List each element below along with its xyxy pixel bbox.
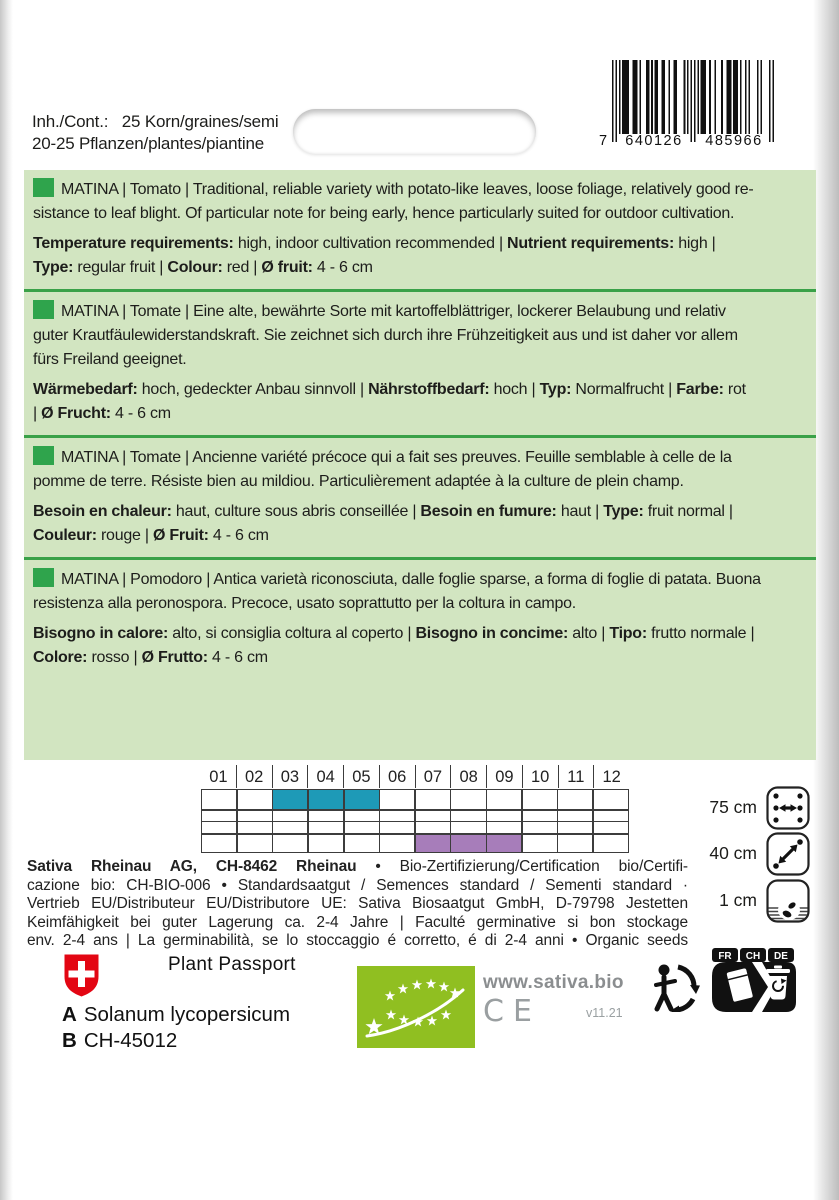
- calendar-cell: [380, 811, 414, 821]
- country-tab-fr: FR: [718, 951, 732, 962]
- packet-left-edge-shadow: [0, 0, 13, 1200]
- text-segment: high |: [674, 235, 716, 252]
- spec-label: Besoin en fumure:: [420, 503, 557, 520]
- calendar-cell: [416, 811, 450, 821]
- eu-organic-logo: [357, 966, 475, 1048]
- month-label: 02: [236, 765, 272, 788]
- contents-label: [32, 111, 278, 155]
- text-segment: |: [33, 405, 42, 422]
- passport-b-label: B: [62, 1029, 77, 1052]
- green-square-bullet-icon: [33, 568, 54, 587]
- text-segment: rouge |: [96, 527, 153, 544]
- spec-label: Type:: [33, 259, 74, 276]
- calendar-cell: [309, 835, 343, 852]
- calendar-cell: [380, 822, 414, 833]
- spec-label: Temperature requirements:: [33, 235, 234, 252]
- language-blocks: [24, 170, 816, 679]
- description-line: MATINA | Pomodoro | Antica varietà riconosciuta, dalle foglie sparse, a forma di foglie di patata. Buona: [33, 568, 808, 592]
- spec-label: Nährstoffbedarf:: [368, 381, 490, 398]
- version-code: v11.21: [586, 1006, 623, 1020]
- text-segment: regular fruit |: [73, 259, 168, 276]
- month-label: 08: [450, 765, 486, 788]
- text-segment: haut |: [556, 503, 604, 520]
- barcode: [599, 60, 782, 156]
- spec-label: Ø Frucht:: [41, 405, 111, 422]
- plant-spacing-label: 40 cm: [709, 843, 757, 863]
- calendar-cell: [345, 835, 379, 852]
- hang-hole-slot: [293, 109, 536, 154]
- barcode-digit-group: 640126: [625, 133, 683, 149]
- calendar-cell: [202, 822, 236, 833]
- calendar-cell: [558, 835, 592, 852]
- spec-label: Colore:: [33, 649, 88, 666]
- spec-label: Sativa Rheinau AG, CH-8462 Rheinau: [27, 858, 357, 875]
- spec-line: [33, 378, 808, 402]
- triman-recycling-icon: [650, 960, 700, 1012]
- month-label: 04: [307, 765, 343, 788]
- calendar-cell: [487, 822, 521, 833]
- calendar-cell: [238, 790, 272, 809]
- description-line: pomme de terre. Résiste bien au mildiou. Particulièrement adaptée à la culture de plein champ.: [33, 473, 684, 490]
- spec-label: Wärmebedarf:: [33, 381, 138, 398]
- text-segment: fruit normal |: [643, 503, 733, 520]
- description-line: guter Krautfäulewiderstandskraft. Sie zeichnet sich durch ihre Frühzeitigkeit aus und ist daher vor allem: [33, 327, 738, 344]
- text-segment: alto |: [568, 625, 610, 642]
- spec-line: [33, 622, 808, 646]
- spec-label: Type:: [603, 503, 644, 520]
- passport-species-line: [62, 1003, 290, 1027]
- text-segment: 4 - 6 cm: [208, 527, 269, 544]
- calendar-cell: [309, 822, 343, 833]
- spec-line: [33, 402, 808, 426]
- calendar-cell: [594, 811, 628, 821]
- row-spacing-icon: [766, 786, 810, 830]
- description-line: MATINA | Tomato | Traditional, reliable variety with potato-like leaves, loose foliage, relatively good re-: [33, 178, 808, 202]
- text-segment: 4 - 6 cm: [207, 649, 268, 666]
- blue-period-cell: [273, 790, 307, 809]
- calendar-cell: [416, 790, 450, 809]
- company-info-line: [27, 932, 688, 951]
- calendar-cell: [523, 811, 557, 821]
- country-tab-de: DE: [774, 951, 788, 962]
- spec-line: [33, 256, 808, 280]
- calendar-cell: [523, 790, 557, 809]
- spec-line: [33, 232, 808, 256]
- calendar-cell: [238, 811, 272, 821]
- calendar-cell: [345, 822, 379, 833]
- variety-block-german: [24, 289, 816, 435]
- calendar-cell: [273, 822, 307, 833]
- barcode-bars-icon: [612, 60, 774, 142]
- description-line: resistenza alla peronospora. Precoce, usato soprattutto per la coltura in campo.: [33, 595, 576, 612]
- spec-label: Farbe:: [676, 381, 724, 398]
- variety-block-french: [24, 435, 816, 557]
- spec-line: [33, 646, 808, 670]
- calendar-cell: [594, 822, 628, 833]
- plant-spacing-icon: [766, 832, 810, 876]
- spec-label: Tipo:: [609, 625, 647, 642]
- text-segment: rot: [723, 381, 746, 398]
- text-segment: • Bio-Zertifizierung/Certification bio/Certifi-: [356, 858, 688, 875]
- variety-block-english: [24, 170, 816, 289]
- month-label: 03: [272, 765, 308, 788]
- text-segment: hoch, gedeckter Anbau sinnvoll |: [137, 381, 369, 398]
- text-segment: haut, culture sous abris conseillée |: [171, 503, 421, 520]
- spec-label: Bisogno in calore:: [33, 625, 169, 642]
- calendar-cell: [487, 790, 521, 809]
- passport-species-name: Solanum lycopersicum: [83, 1003, 291, 1026]
- company-info-line: [27, 914, 688, 933]
- spec-line: [33, 524, 808, 548]
- calendar-cell: [416, 822, 450, 833]
- calendar-cell: [558, 811, 592, 821]
- calendar-cell: [523, 822, 557, 833]
- sowing-depth-icon: [766, 879, 810, 923]
- calendar-cell: [523, 835, 557, 852]
- text-segment: 4 - 6 cm: [110, 405, 171, 422]
- month-label: 10: [522, 765, 558, 788]
- spec-label: Ø fruit:: [261, 259, 313, 276]
- calendar-cell: [202, 790, 236, 809]
- calendar-cell: [594, 835, 628, 852]
- variety-info-panel: [24, 170, 816, 760]
- passport-a-label: A: [62, 1003, 77, 1026]
- spec-label: Ø Fruit:: [152, 527, 209, 544]
- company-info-line: [27, 877, 688, 896]
- green-square-bullet-icon: [33, 178, 54, 197]
- ce-mark: CE: [483, 994, 541, 1029]
- spec-label: Bisogno in concime:: [415, 625, 569, 642]
- text-segment: 4 - 6 cm: [312, 259, 373, 276]
- month-label: 09: [486, 765, 522, 788]
- calendar-cell: [558, 790, 592, 809]
- packet-right-edge-shadow: [813, 0, 839, 1200]
- spec-label: Besoin en chaleur:: [33, 503, 172, 520]
- calendar-cell: [345, 811, 379, 821]
- text-segment: Keimfähigkeit bei guter Lagerung ca. 2-4 Jahre | Faculté germinative si bon stockage: [27, 913, 688, 931]
- spec-label: Couleur:: [33, 527, 97, 544]
- month-label: 11: [558, 765, 594, 788]
- calendar-cell: [309, 811, 343, 821]
- passport-registration-line: [62, 1029, 177, 1053]
- website-url: www.sativa.bio: [483, 972, 624, 993]
- text-segment: Normalfrucht |: [571, 381, 677, 398]
- row-spacing-label: 75 cm: [709, 797, 757, 817]
- month-label: 12: [593, 765, 629, 788]
- spec-line: [33, 500, 808, 524]
- contents-line-1: Inh./Cont.: 25 Korn/graines/semi: [32, 112, 279, 131]
- calendar-cell: [273, 835, 307, 852]
- month-label: 05: [343, 765, 379, 788]
- barcode-digit-group: 485966: [705, 133, 763, 149]
- barcode-digit-group: 7: [599, 133, 609, 149]
- company-info-line: [27, 895, 688, 914]
- calendar-month-header: [201, 765, 629, 788]
- calendar-cell: [451, 822, 485, 833]
- calendar-cell: [487, 811, 521, 821]
- text-segment: Vertrieb EU/Distributeur EU/Distributore UE: Sativa Biosaatgut GmbH, D-79798 Jestetten: [27, 895, 688, 913]
- calendar-cell: [273, 811, 307, 821]
- description-line: sistance to leaf blight. Of particular note for being early, hence particularly suited for outdoor cultivation.: [33, 205, 735, 222]
- country-tab-ch: CH: [745, 951, 761, 962]
- blue-period-cell: [345, 790, 379, 809]
- calendar-grid: [201, 789, 629, 853]
- calendar-cell: [380, 790, 414, 809]
- spec-label: Nutrient requirements:: [507, 235, 675, 252]
- calendar-cell: [202, 835, 236, 852]
- text-segment: red |: [222, 259, 262, 276]
- text-segment: rosso |: [87, 649, 142, 666]
- calendar-cell: [238, 822, 272, 833]
- calendar-cell: [594, 790, 628, 809]
- purple-period-cell: [451, 835, 485, 852]
- green-square-bullet-icon: [33, 300, 54, 319]
- calendar-cell: [451, 790, 485, 809]
- spec-label: Typ:: [539, 381, 572, 398]
- month-label: 01: [209, 768, 228, 786]
- calendar-cell: [380, 835, 414, 852]
- plant-passport-title: Plant Passport: [168, 954, 296, 975]
- text-segment: hoch |: [489, 381, 540, 398]
- contents-line-2: 20-25 Pflanzen/plantes/piantine: [32, 134, 264, 153]
- text-segment: high, indoor cultivation recommended |: [233, 235, 508, 252]
- calendar-cell: [238, 835, 272, 852]
- month-label: 06: [379, 765, 415, 788]
- text-segment: env. 2-4 ans | La germinabilità, se lo stoccaggio é corretto, é di 2-4 anni • Organic seeds: [27, 932, 688, 950]
- company-info: [27, 858, 688, 951]
- passport-registration-number: CH-45012: [83, 1029, 178, 1052]
- text-segment: alto, si consiglia coltura al coperto |: [168, 625, 416, 642]
- variety-block-italian: [24, 557, 816, 679]
- calendar-cell: [558, 822, 592, 833]
- month-label: 07: [415, 765, 451, 788]
- spec-label: Ø Frutto:: [141, 649, 208, 666]
- calendar-cell: [451, 811, 485, 821]
- country-disposal-icon: [702, 946, 802, 1014]
- blue-period-cell: [309, 790, 343, 809]
- description-line: fürs Freiland geeignet.: [33, 351, 187, 368]
- text-segment: cazione bio: CH-BIO-006 • Standardsaatgut / Semences standard / Sementi standard ·: [27, 876, 688, 894]
- swiss-shield-icon: [63, 953, 100, 998]
- description-line: MATINA | Tomate | Ancienne variété précoce qui a fait ses preuves. Feuille semblable à celle de la: [33, 446, 808, 470]
- purple-period-cell: [416, 835, 450, 852]
- description-line: MATINA | Tomate | Eine alte, bewährte Sorte mit kartoffelblättriger, lockerer Belaubung und relativ: [33, 300, 808, 324]
- purple-period-cell: [487, 835, 521, 852]
- sowing-depth-label: 1 cm: [719, 890, 757, 910]
- text-segment: frutto normale |: [646, 625, 755, 642]
- spec-label: Colour:: [167, 259, 223, 276]
- calendar-cell: [202, 811, 236, 821]
- green-square-bullet-icon: [33, 446, 54, 465]
- company-info-line: [27, 858, 688, 877]
